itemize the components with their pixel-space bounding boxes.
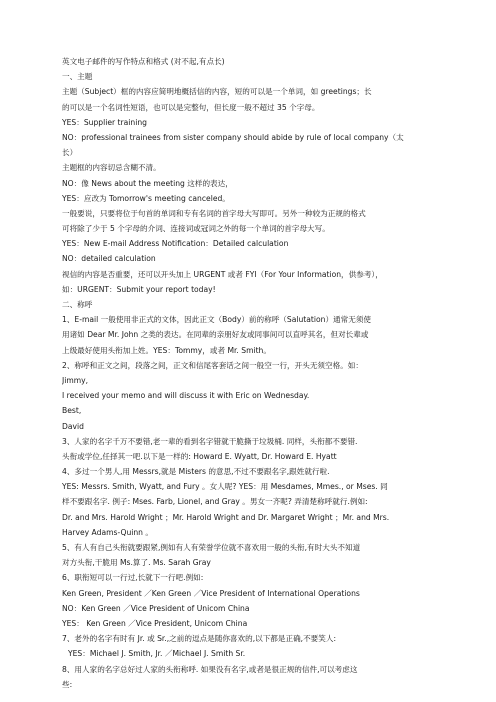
text-line: 6、职衔短可以一行过,长就下一行吧.例如: xyxy=(62,573,204,583)
text-line: 的可以是一个名词性短语，也可以是完整句，但长度一般不超过 35 个字母。 xyxy=(62,102,320,112)
section-heading-salutation: 二、称呼 xyxy=(62,300,93,309)
text-line: 8、用人家的名字总好过人家的头衔称呼. 如果没有名字,或者是很正规的信件,可以考虑这 xyxy=(62,664,358,674)
text-line: YES：New E-mail Address Notification：Detailed calculation xyxy=(62,239,289,249)
example-line: Best, xyxy=(62,406,82,416)
text-line: 1、E-mail 一般使用非正式的文体，因此正文（Body）前的称呼（Salutation）通常无须使 xyxy=(62,315,372,325)
text-line: 头衔或学位,任择其一吧.以下是一样的: Howard E. Wyatt, Dr. Howard E. Hyatt xyxy=(62,451,337,461)
text-line: 用诸如 Dear Mr. John 之类的表达。在同辈的亲朋好友或同事间可以直呼其名，但对长辈或 xyxy=(62,330,369,340)
text-line: 3、人家的名字千万不要错,老一辈的看到名字错就干脆撕于垃圾桶. 同样，头衔都不要错. xyxy=(62,436,358,446)
text-line: 可将除了少于 5 个字母的介词、连接词或冠词之外的每一个单词的首字母大写。 xyxy=(62,224,330,234)
text-line: 些: xyxy=(62,679,73,689)
text-line: 样不要跟名字. 例子: Mses. Farb, Lionel, and Gray 。男女一齐呢? 弄清楚称呼就行.例如: xyxy=(62,497,368,507)
text-line: YES： Ken Green ／Vice President, Unicom China xyxy=(62,618,248,628)
text-line: Dr. and Mrs. Harold Wright ；Mr. Harold Wright and Dr. Margaret Wright ；Mr. and Mrs. xyxy=(62,512,390,522)
text-line: YES：Supplier training xyxy=(62,117,147,127)
text-line: 主题（Subject）框的内容应简明地概括信的内容，短的可以是一个单词，如 greetings；长 xyxy=(62,87,372,97)
example-line: David xyxy=(62,421,84,431)
text-line: 主题框的内容切忌含糊不清。 xyxy=(62,163,161,173)
text-line: 一般要说，只要将位于句首的单词和专有名词的首字母大写即可。另外一种较为正规的格式 xyxy=(62,208,366,218)
text-line: NO：Ken Green ／Vice President of Unicom China xyxy=(62,603,250,613)
text-line: Ken Green, President ／Ken Green ／Vice President of International Operations xyxy=(62,588,360,598)
text-line: 视信的内容是否重要，还可以开头加上 URGENT 或者 FYI（For Your Information，供参考）， xyxy=(62,269,383,279)
document-title: 英文电子邮件的写作特点和格式 (对不起,有点长) xyxy=(62,57,225,66)
text-line: NO：professional trainees from sister company should abide by rule of local company（太 xyxy=(62,132,404,142)
text-line: YES：Michael J. Smith, Jr. ／Michael J. Smith Sr. xyxy=(68,649,246,659)
text-line: 如：URGENT：Submit your report today! xyxy=(62,284,216,294)
text-line: 7、老外的名字有时有 Jr. 或 Sr.,之前的逗点是随你喜欢的,以下都是正确,不要笑人: xyxy=(62,634,337,644)
text-line: 5、有人有自己头衔就要跟紧,例如有人有荣誉学位就不喜欢用一般的头衔,有时大头不知道 xyxy=(62,543,361,552)
text-line: YES：应改为 Tomorrow's meeting canceled。 xyxy=(62,193,230,203)
text-line: Harvey Adams-Quinn 。 xyxy=(62,527,153,537)
text-line: 上级最好使用头衔加上姓。YES：Tommy，或者 Mr. Smith。 xyxy=(62,345,271,355)
text-line: 长） xyxy=(62,148,78,158)
text-line: NO：detailed calculation xyxy=(62,254,156,264)
text-line: YES: Messrs. Smith, Wyatt, and Fury 。女人呢? YES：用 Mesdames, Mmes., or Mses. 同 xyxy=(62,482,388,492)
example-line: I received your memo and will discuss it with Eric on Wednesday. xyxy=(62,391,310,401)
example-line: Jimmy, xyxy=(62,375,89,385)
text-line: 2、称呼和正文之间，段落之间，正文和信尾客套话之间一般空一行，开头无须空格。如： xyxy=(62,360,363,370)
section-heading-subject: 一、主题 xyxy=(62,72,93,82)
document-body xyxy=(62,54,434,692)
text-line: NO：像 News about the meeting 这样的表达， xyxy=(62,178,233,188)
text-line: 对方头衔,干脆用 Ms.算了. Ms. Sarah Gray xyxy=(62,558,211,568)
text-line: 4、多过一个男人,用 Messrs,就是 Misters 的意思,不过不要跟名字,跟姓就行啦. xyxy=(62,467,330,477)
